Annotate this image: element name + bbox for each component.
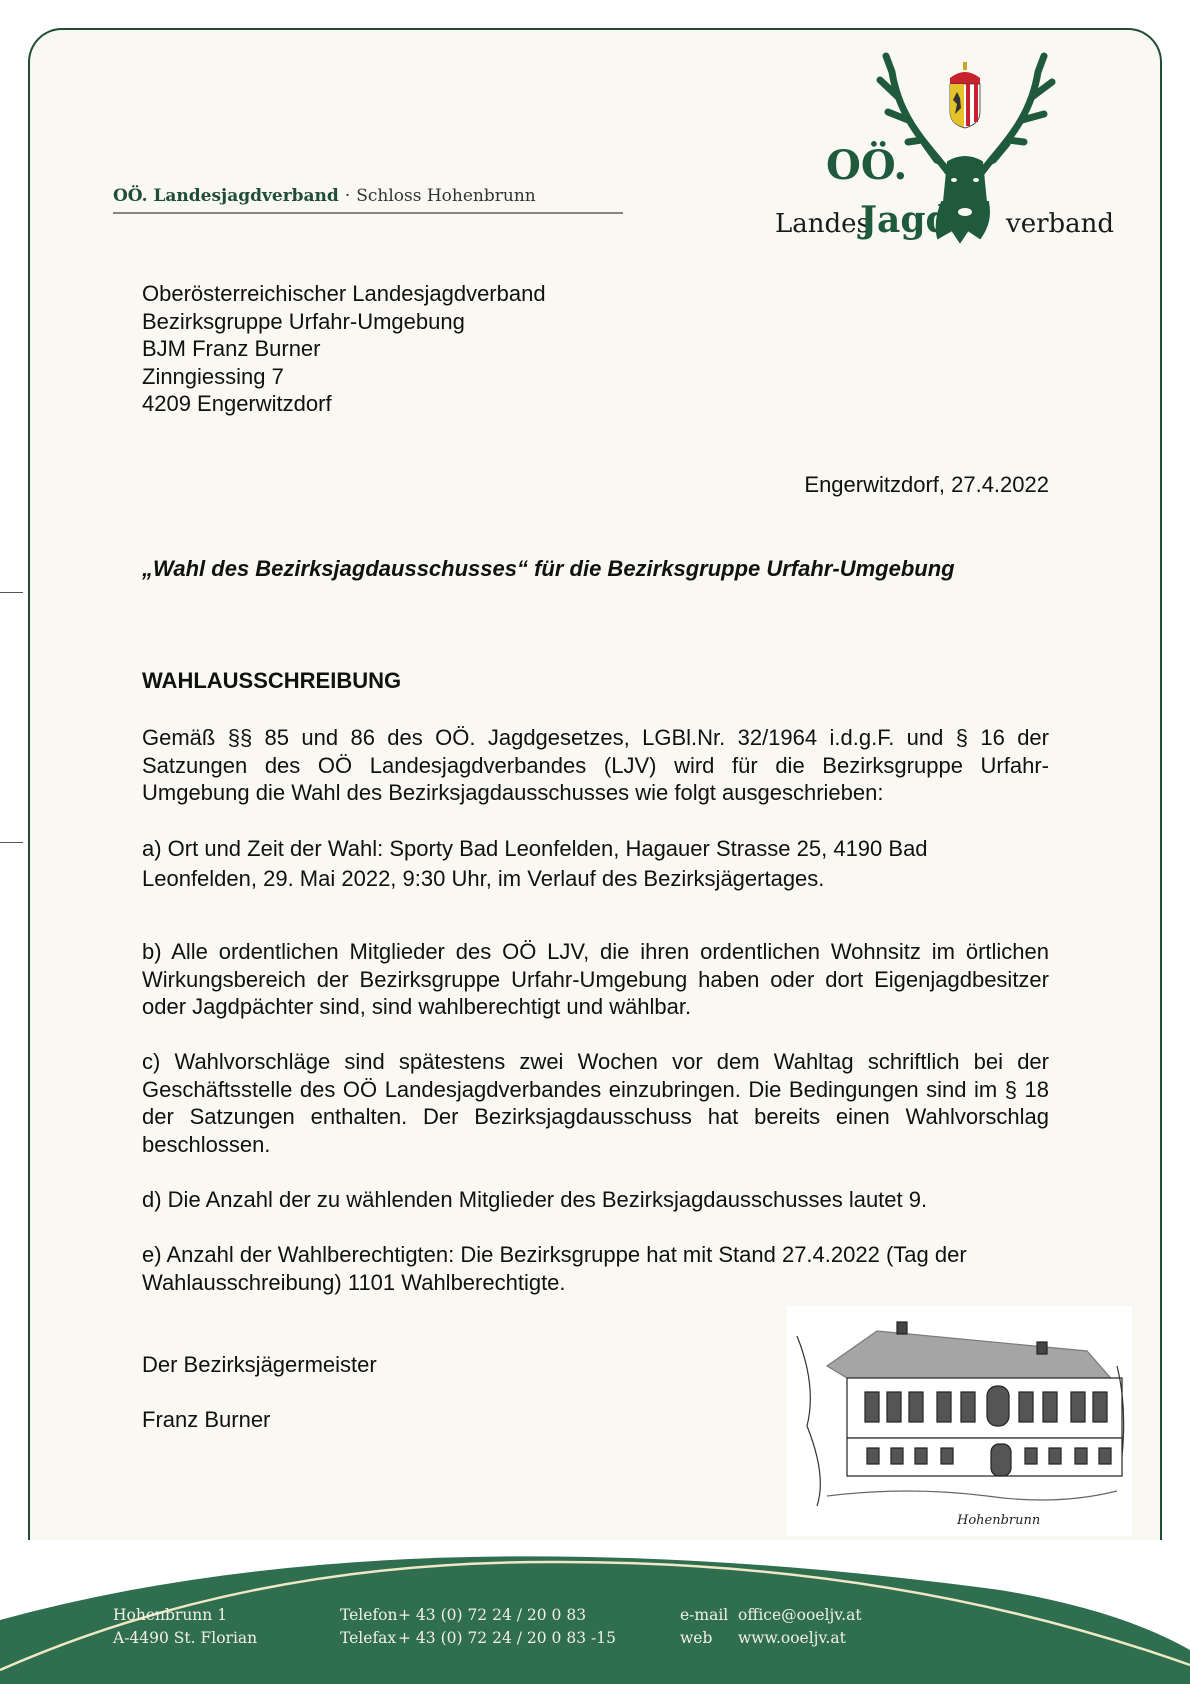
email-link[interactable]: office@ooeljv.at — [738, 1606, 862, 1624]
address-line: BJM Franz Burner — [142, 336, 321, 361]
paragraph-e: e) Anzahl der Wahlberechtigten: Die Bezirksgruppe hat mit Stand 27.4.2022 (Tag der Wahlausschreibung) 1101 Wahlberechtigte. — [142, 1242, 967, 1295]
paragraph-intro: Gemäß §§ 85 und 86 des OÖ. Jagdgesetzes, LGBl.Nr. 32/1964 i.d.g.F. und § 16 der Satzungen des OÖ Landesjagdverbandes (LJV) wird für die Bezirksgruppe Urfahr-Umgebung die Wahl des Bezirksjagdausschusses wie folgt ausgeschrieben: — [142, 725, 1049, 805]
subject-line: „Wahl des Bezirksjagdausschusses“ für die Bezirksgruppe Urfahr-Umgebung — [142, 556, 955, 581]
address-line: Zinngiessing 7 — [142, 363, 284, 389]
phone-value[interactable]: + 43 (0) 72 24 / 20 0 83 — [398, 1606, 587, 1624]
organization-logo — [775, 52, 1135, 242]
castle-sketch-image — [787, 1306, 1132, 1536]
fax-value: + 43 (0) 72 24 / 20 0 83 -15 — [398, 1629, 616, 1647]
footer-address-line1: Hohenbrunn 1 — [113, 1606, 228, 1624]
footer-address — [113, 1604, 257, 1650]
footer-phone — [340, 1604, 616, 1627]
footer-phone-block — [340, 1604, 616, 1650]
footer-address-line2: A-4490 St. Florian — [113, 1629, 258, 1647]
date-line: Engerwitzdorf, 27.4.2022 — [804, 472, 1049, 497]
paragraph-a: a) Ort und Zeit der Wahl: Sporty Bad Leonfelden, Hagauer Strasse 25, 4190 Bad Leonfelden, 29. Mai 2022, 9:30 Uhr, im Verlauf des Bezirksjägertages. — [142, 836, 928, 891]
signature-name: Franz Burner — [142, 1407, 271, 1432]
signature-title: Der Bezirksjägermeister — [142, 1352, 377, 1377]
fax-label: Telefax — [340, 1629, 397, 1647]
footer-fax — [340, 1627, 616, 1650]
footer-contact-block — [680, 1604, 862, 1650]
logo-jagd-text: Jagd — [860, 199, 951, 241]
castle-sketch-icon — [797, 1322, 1124, 1506]
logo-oo-text: OÖ. — [826, 142, 908, 189]
phone-label: Telefon — [340, 1606, 398, 1624]
paragraph-c: c) Wahlvorschläge sind spätestens zwei Wochen vor dem Wahltag schriftlich bei der Geschäftsstelle des OÖ Landesjagdverbandes einzubringen. Die Bedingungen sind im § 18 der Satzungen enthalten. Der Bezirksjagdausschuss hat bereits einen Wahlvorschlag beschlossen. — [142, 1049, 1049, 1157]
footer-web — [680, 1627, 862, 1650]
recipient-address — [142, 280, 546, 418]
web-link[interactable]: www.ooeljv.at — [738, 1629, 846, 1647]
document-heading: WAHLAUSSCHREIBUNG — [142, 668, 402, 693]
address-line: Oberösterreichischer Landesjagdverband — [142, 281, 546, 306]
logo-verband-text: verband — [1006, 209, 1115, 239]
letterhead — [113, 186, 623, 214]
address-line: Bezirksgruppe Urfahr-Umgebung — [142, 308, 465, 334]
web-label: web — [680, 1629, 713, 1647]
paragraph-d: d) Die Anzahl der zu wählenden Mitglieder des Bezirksjagdausschusses lautet 9. — [142, 1187, 928, 1212]
address-line: 4209 Engerwitzdorf — [142, 391, 332, 416]
letterhead-location: Schloss Hohenbrunn — [356, 186, 536, 206]
sketch-caption: Hohenbrunn — [957, 1513, 1041, 1528]
email-label: e-mail — [680, 1606, 729, 1624]
letterhead-organization: OÖ. Landesjagdverband — [113, 186, 339, 206]
fold-mark — [0, 592, 23, 593]
paragraph-b: b) Alle ordentlichen Mitglieder des OÖ LJV, die ihren ordentlichen Wohnsitz im örtlichen Wirkungsbereich der Bezirksgruppe Urfahr-Umgebung haben oder dort Eigenjagdbesitzer oder Jagdpächter sind, sind wahlberechtigt und wählbar. — [142, 939, 1049, 1019]
footer-email — [680, 1604, 862, 1627]
fold-mark — [0, 842, 23, 843]
letterhead-separator: · — [344, 186, 351, 206]
coat-of-arms-icon — [950, 62, 980, 128]
logo-landes-text: Landes — [775, 209, 870, 239]
